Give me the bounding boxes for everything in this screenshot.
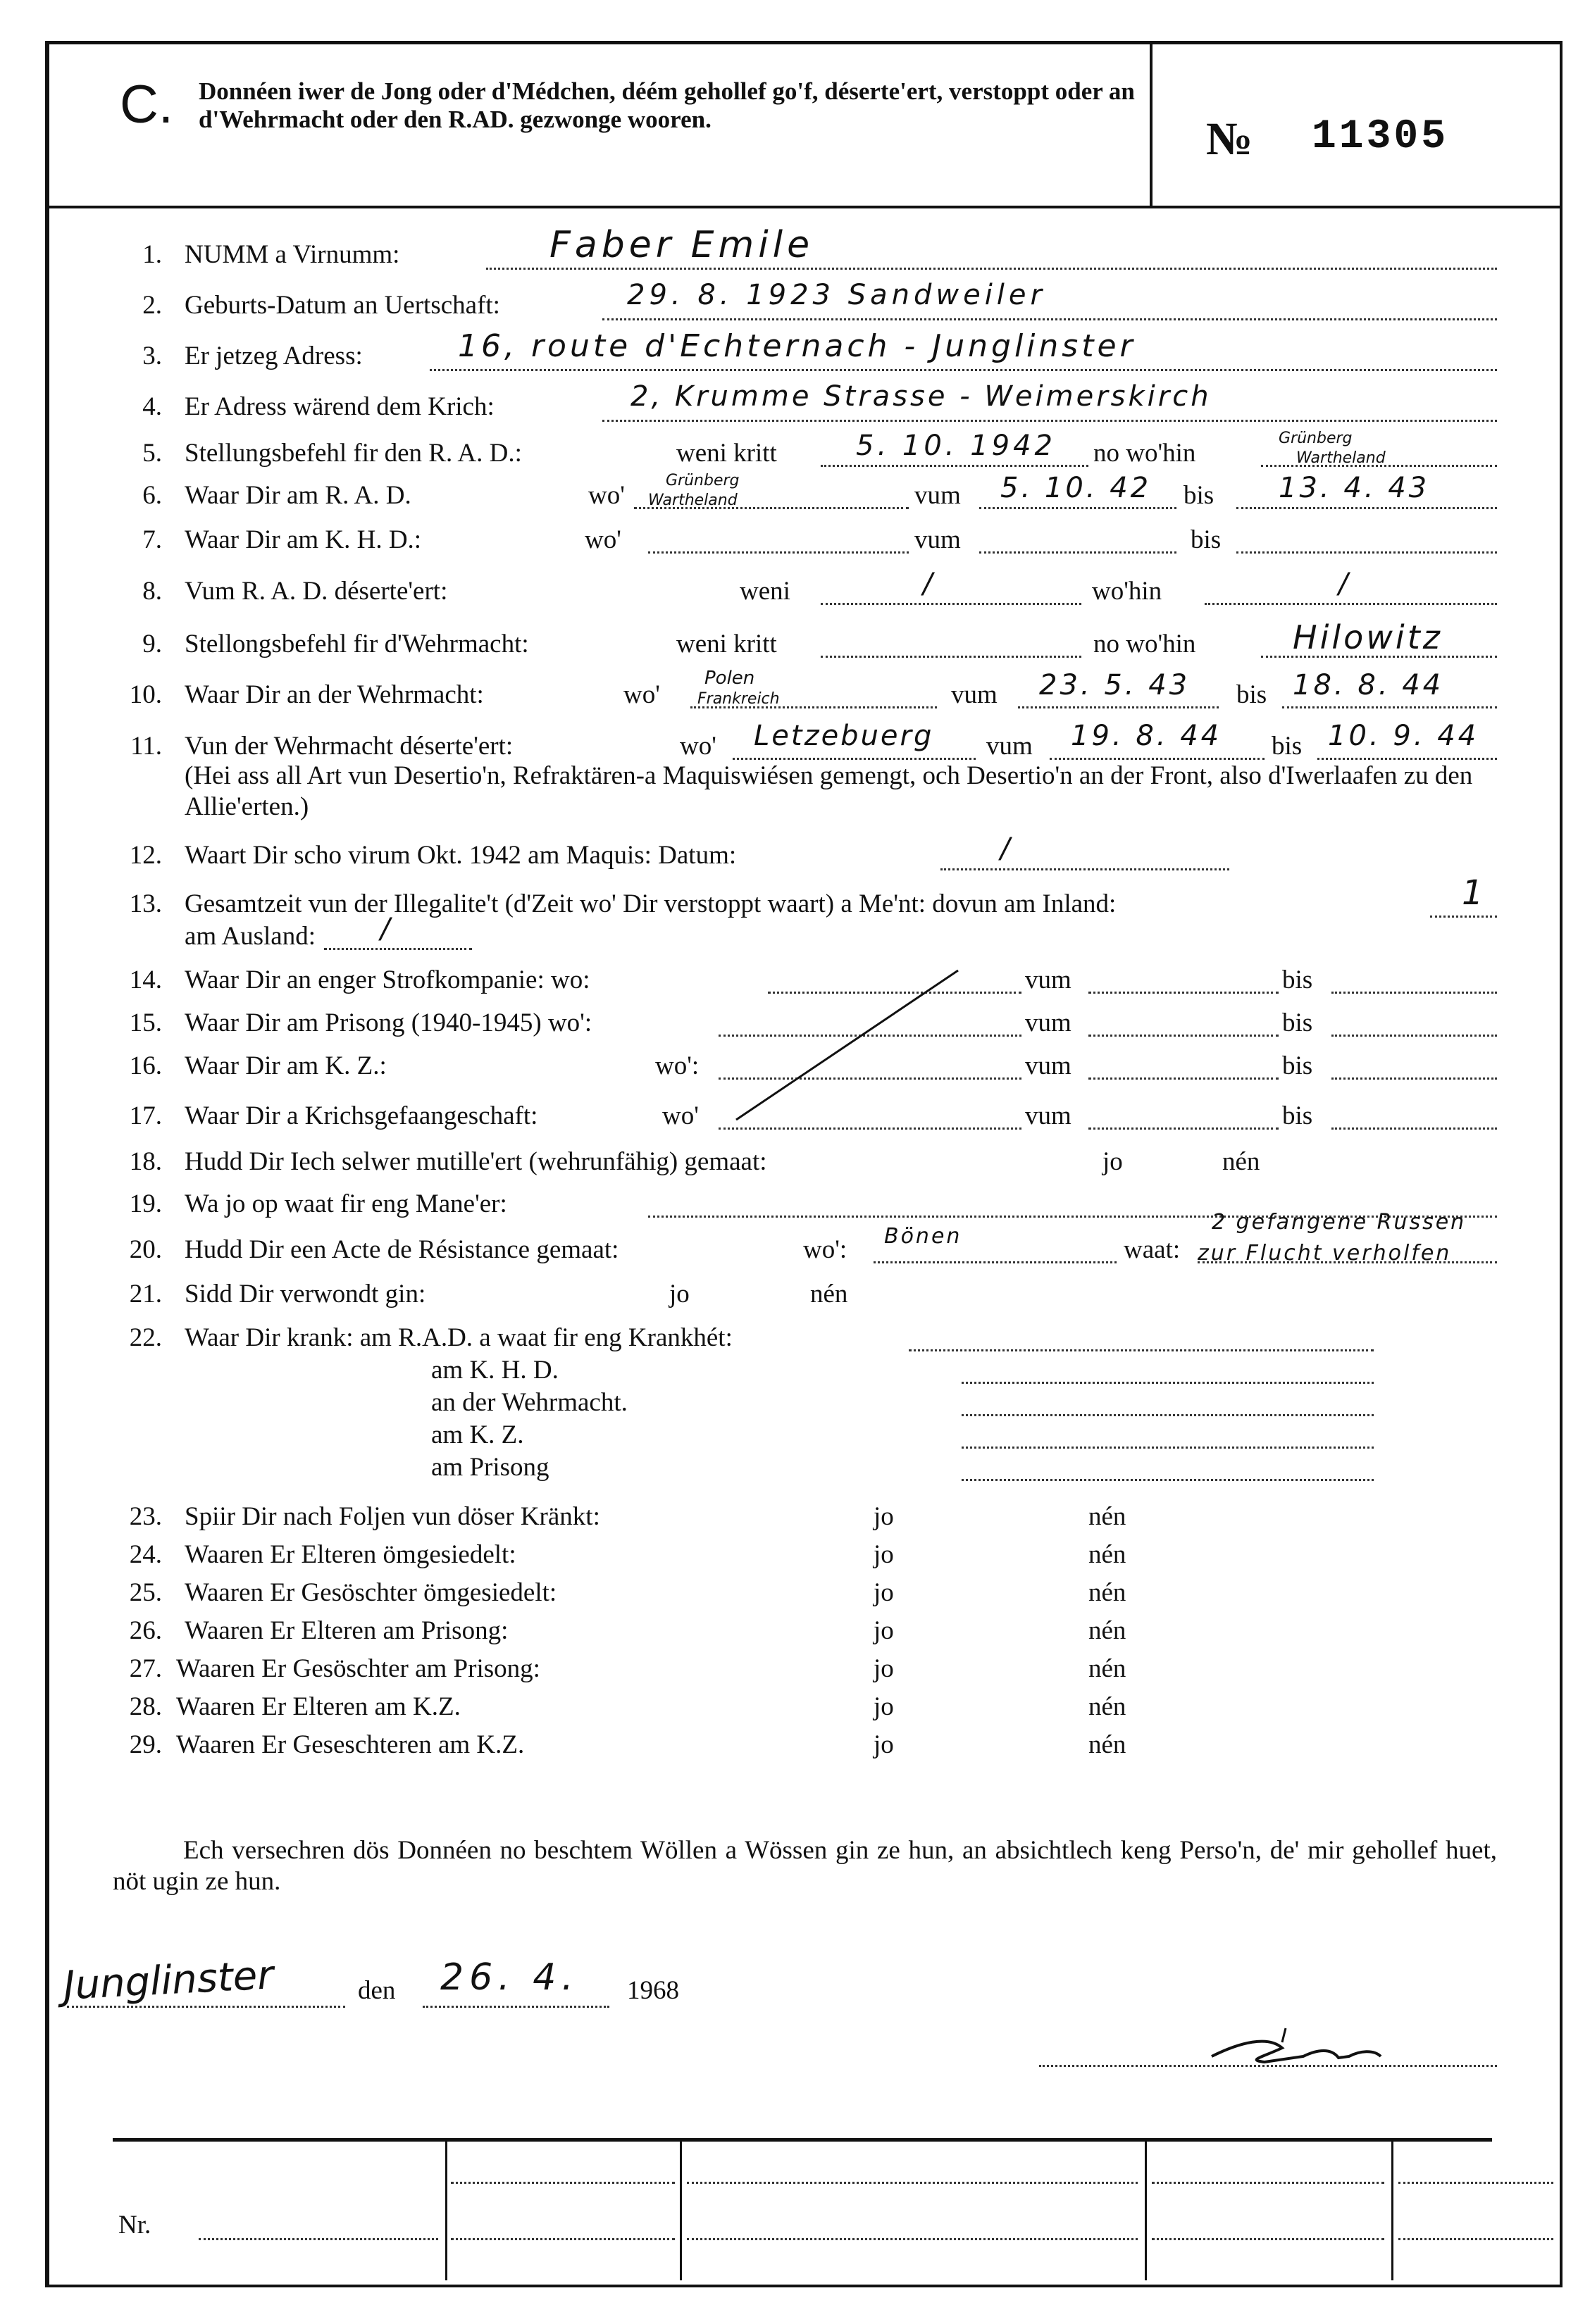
q20-waat-label: waat: <box>1124 1235 1181 1264</box>
q10-bis-label: bis <box>1236 680 1267 709</box>
q22-prisong-field[interactable] <box>962 1479 1374 1481</box>
q4-label: Er Adress wärend dem Krich: <box>185 392 495 421</box>
q20-label: Hudd Dir een Acte de Résistance gemaat: <box>185 1235 619 1264</box>
q20-number: 20. <box>129 1235 162 1264</box>
q8-wohin-label: wo'hin <box>1092 577 1162 606</box>
q15-bis-label: bis <box>1282 1008 1313 1037</box>
q22-sub-prisong: am Prisong <box>431 1453 549 1482</box>
q11-vum-label: vum <box>986 732 1033 761</box>
q6-vum-label: vum <box>914 481 961 510</box>
q22-label: Waar Dir krank: am R.A.D. a waat fir eng Krankhét: <box>185 1323 733 1352</box>
q10-label: Waar Dir an der Wehrmacht: <box>185 680 484 709</box>
footer-col-1 <box>445 2141 447 2280</box>
q12-number: 12. <box>129 841 162 870</box>
footer-rule <box>113 2138 1492 2142</box>
q11-place: Letzebuerg <box>754 720 934 752</box>
q12-dash: / <box>1000 832 1010 865</box>
place-field[interactable] <box>67 2006 345 2008</box>
footer-cell-2b[interactable] <box>687 2238 1138 2240</box>
q18-jo[interactable]: jo <box>1102 1147 1123 1176</box>
q18-nen[interactable]: nén <box>1222 1147 1260 1176</box>
q22-sub-kz: am K. Z. <box>431 1420 524 1449</box>
q19-number: 19. <box>129 1189 162 1218</box>
q20-place: Bönen <box>884 1224 962 1249</box>
q6-place1: Grünberg <box>666 472 740 489</box>
q20-wo-label: wo': <box>803 1235 847 1264</box>
declaration-text: Ech versechren dös Donnéen no beschtem Wöllen a Wössen gin ze hun, an absichtlech keng Perso'n, de' mir gehollef huet, nöt ugin ze hun. <box>113 1836 1497 1896</box>
q6-bis-label: bis <box>1184 481 1214 510</box>
q16-vum-label: vum <box>1025 1051 1071 1080</box>
q7-vum-label: vum <box>914 525 961 554</box>
signature-mark <box>1282 2028 1286 2042</box>
q21-jo[interactable]: jo <box>669 1280 690 1308</box>
section-letter: C. <box>120 75 173 135</box>
signature-place: Junglinster <box>62 1952 275 2009</box>
q6-label: Waar Dir am R. A. D. <box>185 481 411 510</box>
year-label: 1968 <box>627 1976 679 2005</box>
q26-label: Waaren Er Elteren am Prisong: <box>185 1616 509 1645</box>
q19-label: Wa jo op waat fir eng Mane'er: <box>185 1189 507 1218</box>
q20-place-field[interactable] <box>874 1261 1117 1263</box>
q6-from: 5. 10. 42 <box>1000 472 1152 504</box>
q14-vum-label: vum <box>1025 966 1071 994</box>
q11-from: 19. 8. 44 <box>1071 720 1222 752</box>
q11-note: (Hei ass all Art vun Desertio'n, Refraktären-a Maquiswiésen gemengt, och Desertio'n an der Front, also d'Iwerlaafen zu den Allie'erten.) <box>185 761 1473 821</box>
q18-number: 18. <box>129 1147 162 1176</box>
footer-col-4 <box>1391 2141 1393 2280</box>
q13-label: Gesamtzeit vun der Illegalite't (d'Zeit wo' Dir verstoppt waart) a Me'nt: dovun am Inland: <box>185 889 1117 918</box>
q6-place2: Wartheland <box>648 492 738 509</box>
q17-vum-label: vum <box>1025 1101 1071 1130</box>
q29-jo[interactable]: jo <box>874 1730 894 1759</box>
q17-number: 17. <box>129 1101 162 1130</box>
q28-nen[interactable]: nén <box>1088 1692 1126 1721</box>
form-title: Donnéen iwer de Jong oder d'Médchen, déém gehollef go'f, déserte'ert, verstoppt oder an d'Wehrmacht oder den R.AD. gezwonge wooren. <box>199 77 1135 133</box>
q2-label: Geburts-Datum an Uertschaft: <box>185 291 500 320</box>
q22-rad-field[interactable] <box>909 1349 1374 1351</box>
q6-to: 13. 4. 43 <box>1279 472 1430 504</box>
q7-wo-label: wo' <box>585 525 621 554</box>
q9-wohin-label: no wo'hin <box>1093 630 1196 658</box>
q6-number: 6. <box>142 481 162 510</box>
q5-wohin-label: no wo'hin <box>1093 439 1196 468</box>
q7-label: Waar Dir am K. H. D.: <box>185 525 422 554</box>
q27-label: Waaren Er Gesöschter am Prisong: <box>176 1654 540 1683</box>
q6-wo-label: wo' <box>588 481 625 510</box>
q3-label: Er jetzeg Adress: <box>185 342 363 370</box>
q16-wo-label: wo': <box>655 1051 700 1080</box>
q12-label: Waart Dir scho virum Okt. 1942 am Maquis: Datum: <box>185 841 737 870</box>
q4-number: 4. <box>142 392 162 421</box>
q27-jo[interactable]: jo <box>874 1654 894 1683</box>
q27-nen[interactable]: nén <box>1088 1654 1126 1683</box>
q5-weni-label: weni kritt <box>676 439 777 468</box>
footer-cell-3b[interactable] <box>1152 2238 1384 2240</box>
q15-number: 15. <box>129 1008 162 1037</box>
q8-weni-label: weni <box>740 577 790 606</box>
footer-nr-label: Nr. <box>118 2211 151 2239</box>
q13-ausland: / <box>380 913 390 945</box>
signature-date: 26. 4. <box>440 1956 579 1999</box>
q7-bis-label: bis <box>1191 525 1222 554</box>
footer-col-3 <box>1145 2141 1147 2280</box>
q5-label: Stellungsbefehl fir den R. A. D.: <box>185 439 522 468</box>
q22-number: 22. <box>129 1323 162 1352</box>
q25-jo[interactable]: jo <box>874 1578 894 1607</box>
q22-khd-field[interactable] <box>962 1382 1374 1384</box>
q11-label: Vun der Wehrmacht déserte'ert: <box>185 732 514 761</box>
signature <box>1198 2014 1409 2078</box>
q1-label: NUMM a Virnumm: <box>185 240 400 269</box>
q18-label: Hudd Dir Iech selwer mutille'ert (wehrunfähig) gemaat: <box>185 1147 767 1176</box>
q21-number: 21. <box>129 1280 162 1308</box>
q8-date-dash: / <box>923 568 933 600</box>
q25-label: Waaren Er Gesöschter ömgesiedelt: <box>185 1578 557 1607</box>
q1-answer: Faber Emile <box>549 224 814 266</box>
q16-label: Waar Dir am K. Z.: <box>185 1051 387 1080</box>
q1-number: 1. <box>142 240 162 269</box>
q22-wehrmacht-field[interactable] <box>962 1414 1374 1416</box>
footer-cell-3a[interactable] <box>1152 2182 1384 2184</box>
q10-to: 18. 8. 44 <box>1293 669 1444 701</box>
q13-ausland-label: am Ausland: <box>185 922 316 951</box>
q9-number: 9. <box>142 630 162 658</box>
q11-bis-label: bis <box>1272 732 1303 761</box>
q29-nen[interactable]: nén <box>1088 1730 1126 1759</box>
form-number: 11305 <box>1312 114 1449 160</box>
q29-label: Waaren Er Geseschteren am K.Z. <box>176 1730 525 1759</box>
q2-number: 2. <box>142 291 162 320</box>
q8-place-dash: / <box>1338 568 1348 600</box>
footer-col-2 <box>680 2141 682 2280</box>
q23-nen[interactable]: nén <box>1088 1502 1126 1531</box>
q23-label: Spiir Dir nach Foljen vun döser Kränkt: <box>185 1502 600 1531</box>
q10-vum-label: vum <box>951 680 998 709</box>
q2-answer: 29. 8. 1923 Sandweiler <box>627 279 1046 311</box>
q14-number: 14. <box>129 966 162 994</box>
q5-place1: Grünberg <box>1279 430 1353 447</box>
den-label: den <box>358 1976 396 2005</box>
q24-nen[interactable]: nén <box>1088 1540 1126 1569</box>
q10-from: 23. 5. 43 <box>1039 669 1191 701</box>
q13-number: 13. <box>129 889 162 918</box>
q22-sub-khd: am K. H. D. <box>431 1356 559 1385</box>
signature-stroke <box>1212 2042 1381 2062</box>
q28-label: Waaren Er Elteren am K.Z. <box>176 1692 461 1721</box>
q26-number: 26. <box>129 1616 162 1645</box>
q10-place1: Polen <box>704 668 755 689</box>
q16-bis-label: bis <box>1282 1051 1313 1080</box>
q17-label: Waar Dir a Krichsgefaangeschaft: <box>185 1101 538 1130</box>
q28-number: 28. <box>129 1692 162 1721</box>
q22-sub-wehrmacht: an der Wehrmacht. <box>431 1388 628 1417</box>
strike-line <box>736 970 958 1120</box>
q10-wo-label: wo' <box>623 680 660 709</box>
q26-nen[interactable]: nén <box>1088 1616 1126 1645</box>
q21-nen[interactable]: nén <box>810 1280 848 1308</box>
q11-to: 10. 9. 44 <box>1328 720 1479 752</box>
q29-number: 29. <box>129 1730 162 1759</box>
q25-nen[interactable]: nén <box>1088 1578 1126 1607</box>
q16-number: 16. <box>129 1051 162 1080</box>
q5-place2: Wartheland <box>1296 449 1386 467</box>
q15-vum-label: vum <box>1025 1008 1071 1037</box>
q11-wo-label: wo' <box>680 732 716 761</box>
q9-weni-label: weni kritt <box>676 630 777 658</box>
q3-answer: 16, route d'Echternach - Junglinster <box>458 328 1136 364</box>
q24-label: Waaren Er Elteren ömgesiedelt: <box>185 1540 516 1569</box>
footer-cell-4b[interactable] <box>1398 2238 1553 2240</box>
q9-label: Stellongsbefehl fir d'Wehrmacht: <box>185 630 529 658</box>
q27-number: 27. <box>129 1654 162 1683</box>
q20-answer1: 2 gefangene Russen <box>1212 1210 1467 1235</box>
q24-number: 24. <box>129 1540 162 1569</box>
q4-answer: 2, Krumme Strasse - Weimerskirch <box>630 380 1212 413</box>
q8-number: 8. <box>142 577 162 606</box>
q17-bis-label: bis <box>1282 1101 1313 1130</box>
q7-number: 7. <box>142 525 162 554</box>
q26-jo[interactable]: jo <box>874 1616 894 1645</box>
footer-cell-1a[interactable] <box>451 2182 675 2184</box>
footer-nr-field[interactable] <box>199 2238 438 2240</box>
q24-jo[interactable]: jo <box>874 1540 894 1569</box>
q10-number: 10. <box>129 680 162 709</box>
footer-cell-1b[interactable] <box>451 2238 675 2240</box>
q13-inland: 1 <box>1462 873 1484 913</box>
q21-label: Sidd Dir verwondt gin: <box>185 1280 426 1308</box>
date-field[interactable] <box>423 2006 609 2008</box>
q22-kz-field[interactable] <box>962 1447 1374 1449</box>
q10-place2: Frankreich <box>697 690 780 708</box>
q3-number: 3. <box>142 342 162 370</box>
q23-number: 23. <box>129 1502 162 1531</box>
q25-number: 25. <box>129 1578 162 1607</box>
q11-number: 11. <box>130 732 162 761</box>
footer-cell-4a[interactable] <box>1398 2182 1553 2184</box>
number-symbol: № <box>1206 113 1253 165</box>
q14-label: Waar Dir an enger Strofkompanie: wo: <box>185 966 590 994</box>
q28-jo[interactable]: jo <box>874 1692 894 1721</box>
q23-jo[interactable]: jo <box>874 1502 894 1531</box>
q17-wo-label: wo' <box>662 1101 699 1130</box>
q5-date: 5. 10. 1942 <box>856 430 1057 462</box>
q5-number: 5. <box>142 439 162 468</box>
q14-bis-label: bis <box>1282 966 1313 994</box>
q8-label: Vum R. A. D. déserte'ert: <box>185 577 448 606</box>
q15-label: Waar Dir am Prisong (1940-1945) wo': <box>185 1008 592 1037</box>
q20-answer2: zur Flucht verholfen <box>1198 1241 1452 1266</box>
footer-cell-2a[interactable] <box>687 2182 1138 2184</box>
q9-place: Hilowitz <box>1293 618 1443 656</box>
